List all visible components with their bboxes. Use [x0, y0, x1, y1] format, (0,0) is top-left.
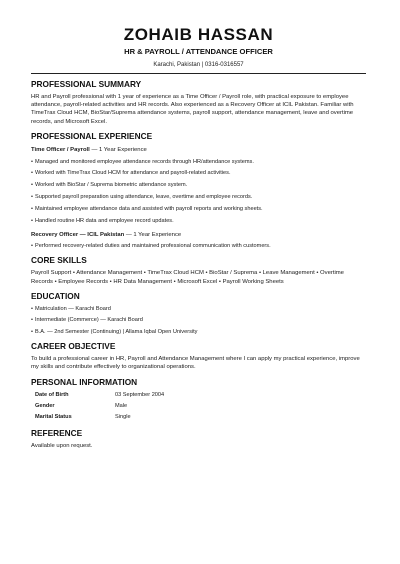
skills-heading: CORE SKILLS — [31, 255, 87, 266]
candidate-name: ZOHAIB HASSAN — [123, 25, 274, 44]
list-item: • Matriculation — Karachi Board — [31, 306, 366, 313]
job-title: Recovery Officer — ICIL Pakistan — [31, 231, 125, 238]
objective-section — [31, 341, 366, 371]
experience-section — [31, 131, 366, 251]
list-item: • Performed recovery-related duties and maintained professional communication with customers. — [31, 243, 366, 250]
table-row — [35, 390, 164, 401]
header-divider — [31, 73, 366, 74]
experience-heading: PROFESSIONAL EXPERIENCE — [31, 130, 153, 141]
skills-text: Payroll Support • Attendance Management • TimeTrax Cloud HCM • BioStar / Suprema • Leave Management • Overtime Records • Employee Records • HR Data Management • Microsoft Excel • Payroll Working Sheets — [31, 270, 344, 285]
candidate-role: HR & PAYROLL / ATTENDANCE OFFICER — [124, 47, 273, 56]
education-heading: EDUCATION — [31, 290, 80, 301]
summary-heading: PROFESSIONAL SUMMARY — [31, 79, 142, 89]
job-title-line — [31, 146, 366, 154]
reference-text: Available upon request. — [31, 442, 93, 449]
personal-info-table — [35, 390, 164, 423]
job-duration: — 1 Year Experience — [89, 146, 147, 153]
job-duties-list — [31, 243, 366, 250]
list-item: • B.A. — 2nd Semester (Continuing) | Allama Iqbal Open University — [31, 329, 366, 336]
objective-heading: CAREER OBJECTIVE — [31, 341, 116, 352]
table-row — [35, 401, 164, 412]
list-item: • Worked with BioStar / Suprema biometric attendance system. — [31, 182, 366, 189]
job-duties-list — [31, 159, 366, 225]
objective-text: To build a professional career in HR, Payroll and Attendance Management where I can apply my practical experience, improve my skills and contribute effectively to organizational operations. — [31, 356, 360, 371]
info-key: Gender — [35, 402, 55, 409]
skills-section — [31, 255, 366, 285]
contact-line: Karachi, Pakistan | 0316-0316557 — [153, 62, 244, 68]
personal-heading: PERSONAL INFORMATION — [31, 376, 138, 387]
list-item: • Worked with TimeTrax Cloud HCM for attendance and payroll-related activities. — [31, 170, 366, 177]
summary-section — [31, 79, 366, 126]
info-key: Marital Status — [35, 413, 72, 420]
list-item: • Maintained employee attendance data and assisted with payroll reports and working sheets. — [31, 206, 366, 213]
reference-section — [31, 428, 366, 450]
education-list — [31, 306, 366, 337]
summary-text: HR and Payroll professional with 1 year of experience as a Time Officer / Payroll role, with practical exposure to employee attendance, payroll-related activities and HR records. Also experienced as a Recovery Officer at ICIL Pakistan. Familiar with TimeTrax Cloud HCM, BioStar/Suprema attendance systems, payroll support, attendance management, leave and overtime records, and Microsoft Excel. — [31, 94, 354, 125]
info-key: Date of Birth — [35, 391, 69, 398]
list-item: • Handled routine HR data and employee record updates. — [31, 218, 366, 225]
info-value: 03 September 2004 — [115, 391, 165, 398]
education-section — [31, 291, 366, 336]
reference-heading: REFERENCE — [31, 427, 83, 438]
job-title-line — [31, 231, 366, 239]
info-value: Male — [115, 402, 128, 409]
list-item: • Managed and monitored employee attendance records through HR/attendance systems. — [31, 159, 366, 166]
job-title: Time Officer / Payroll — [31, 146, 90, 153]
list-item: • Intermediate (Commerce) — Karachi Board — [31, 317, 366, 324]
info-value: Single — [115, 413, 131, 420]
list-item: • Supported payroll preparation using attendance, leave, overtime and employee records. — [31, 194, 366, 201]
job-duration: — 1 Year Experience — [124, 231, 182, 238]
personal-section — [31, 377, 366, 423]
table-row — [35, 412, 164, 423]
